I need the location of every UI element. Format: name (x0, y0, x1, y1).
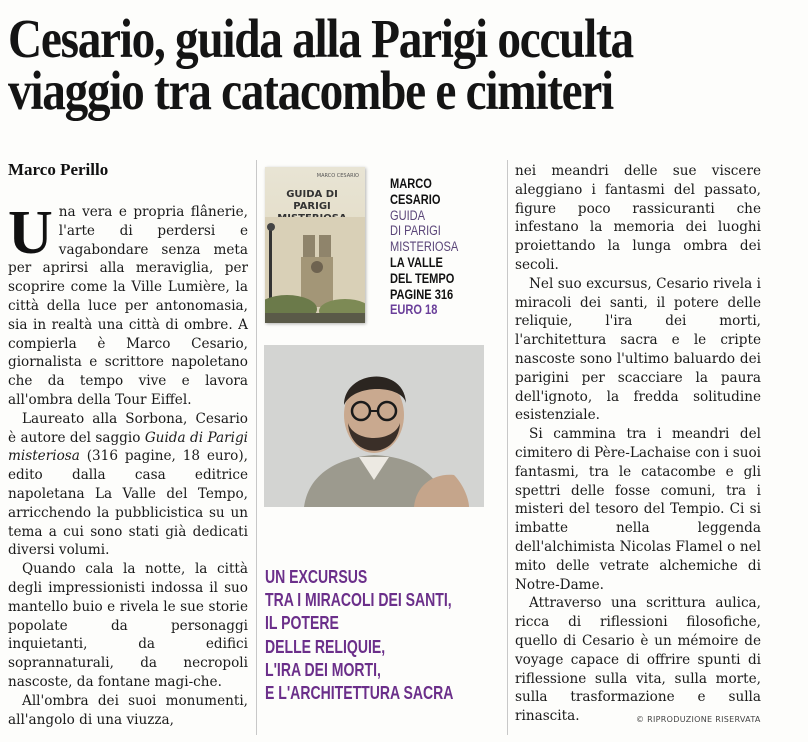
column-divider-left (256, 160, 257, 735)
book-cover-title: GUIDA DI PARIGI (286, 189, 338, 212)
notre-dame-illustration (265, 217, 365, 323)
book-publisher-l2: DEL TEMPO (390, 270, 455, 286)
book-cover-author: MARCO CESARIO (316, 173, 359, 179)
book-pages: PAGINE 316 (390, 286, 454, 302)
book-title-l2: DI PARIGI (390, 223, 441, 239)
column-divider-right (507, 160, 508, 735)
paragraph: Nel suo excursus, Cesario rivela i miracoli dei santi, il potere delle reliquie, l'ira dei morti, l'architettura sacra e le cripte nascoste sono l'ultimo baluardo dei parigini per scacciare la paura dell'ignoto, la fredda solitudine esistenziale. (515, 275, 761, 424)
paragraph: nei meandri delle sue viscere aleggiano i fantasmi del passato, figure poco rassicuranti che infestano la memoria dei luoghi proiettando la lunga ombra dei secoli. (515, 163, 761, 273)
article-column-1 (8, 199, 248, 729)
book-publisher-l1: LA VALLE (390, 254, 443, 270)
paragraph: Si cammina tra i meandri del cimitero di Père-Lachaise con i suoi fantasmi, tra le catacombe e gli spettri delle fosse comuni, tra i misteri del tesoro del Tempio. Ci si imbatte nella leggenda dell'alchimista Nicolas Flamel o nel mito delle vetrate alchemiche di Notre-Dame. (515, 426, 761, 593)
book-cover-image (265, 167, 365, 323)
paragraph: Quando cala la notte, la città degli impressionisti indossa il suo mantello buio e rivela le sue storie popolate da personaggi inquietanti, da edifici soprannaturali, da necropoli nascoste, da fontane magi-che. (8, 561, 248, 690)
book-author-l1: MARCO (390, 176, 432, 191)
article-column-3 (515, 162, 761, 726)
book-price: EURO 18 (390, 302, 438, 318)
book-title-italic: Guida di Parigi misteriosa (8, 429, 248, 465)
headline (8, 8, 687, 121)
book-title-l1: GUIDA (390, 207, 426, 223)
author-photo (264, 345, 484, 507)
byline: Marco Perillo (8, 160, 109, 179)
paragraph: Laureato alla Sorbona, Cesario è autore del saggio Guida di Parigi misteriosa (316 pagine, 18 euro), edito dalla casa editrice napoletana La Valle del Tempo, arricchendo la pubblicistica su un tema a cui sono stati già dedicati diversi volumi. (8, 410, 248, 559)
paragraph: Una vera e propria flânerie, l'arte di perdersi e vagabondare senza meta per aprirsi alla meraviglia, per scoprire come la Ville Lumière, la città della luce per antonomasia, sia in realtà una città di ombre. A compierla è Marco Cesario, giornalista e scrittore napoletano che da tempo vive e lavora all'ombra della Tour Eiffel. (8, 199, 248, 408)
book-title-l3: MISTERIOSA (390, 239, 459, 255)
drop-cap: U (8, 199, 53, 267)
book-author-l2: CESARIO (390, 191, 441, 207)
paragraph: All'ombra dei suoi monumenti, all'angolo di una viuzza, (8, 692, 248, 728)
copyright-notice: © RIPRODUZIONE RISERVATA (636, 715, 761, 724)
book-info (390, 176, 484, 318)
paragraph: Attraverso una scrittura aulica, ricca di riflessioni filosofiche, quello di Cesario è un mémoire de voyage capace di offrire spunti di riflessione sulla vita, sulla morte, sulla trasformazione e sulla rinascita. (515, 595, 761, 725)
headline-line-2: viaggio tra catacombe e cimiteri (8, 60, 613, 121)
pull-quote: UN EXCURSUS TRA I MIRACOLI DEI SANTI, IL POTERE DELLE RELIQUIE, L'IRA DEI MORTI, E L'ARCHITETTURA SACRA (265, 567, 454, 704)
headline-line-1: Cesario, guida alla Parigi occulta (8, 8, 633, 69)
